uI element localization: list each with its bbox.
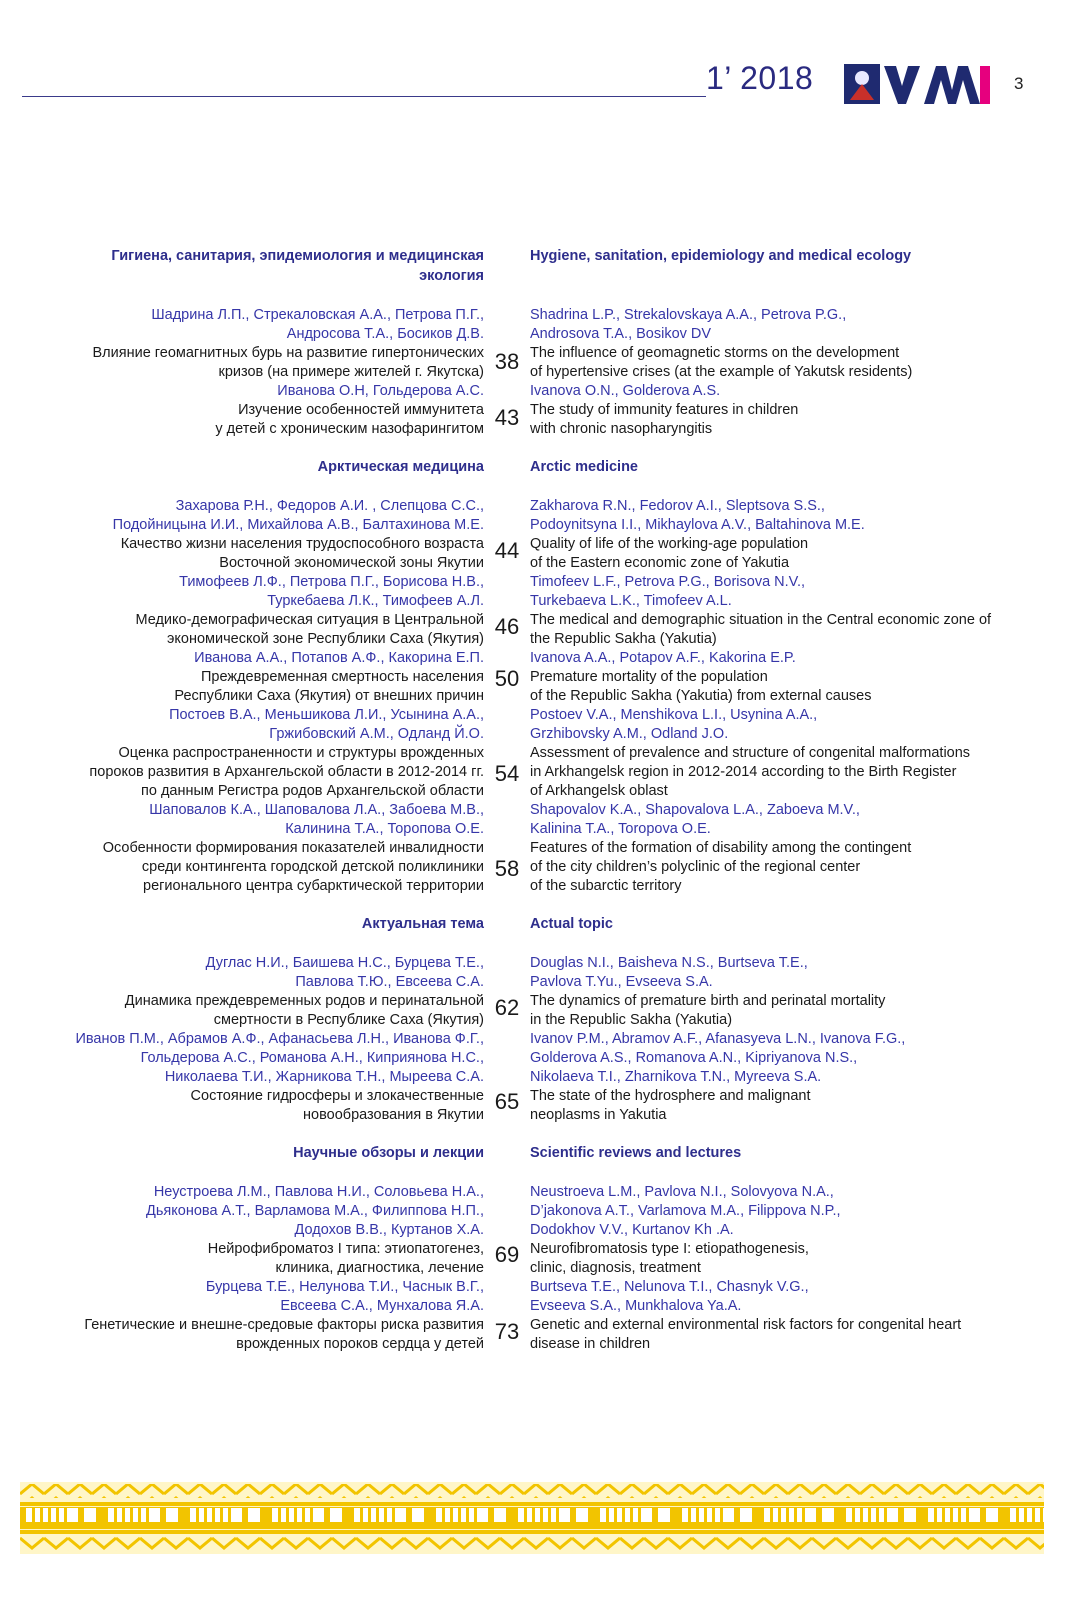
article-title-ru: Качество жизни населения трудоспособного возраста Восточной экономической зоны Якутии	[120, 536, 484, 571]
issue-number: 1’ 2018	[706, 60, 814, 96]
toc-entry	[0, 382, 1089, 439]
article-title-ru: Состояние гидросферы и злокачественные новообразования в Якутии	[190, 1088, 484, 1123]
page-ref: 62	[494, 995, 520, 1020]
section-heading	[0, 1143, 1089, 1183]
authors-ru: Неустроева Л.М., Павлова Н.И., Соловьева Н.А., Дьяконова А.Т., Варламова М.А., Филиппова Н.П., Додохов В.В., Куртанов Х.А.	[146, 1184, 484, 1238]
authors-en: Postoev V.A., Menshikova L.I., Usynina A.A., Grzhibovsky A.M., Odland J.O.	[530, 707, 818, 742]
toc-entry	[0, 954, 1089, 1030]
authors-ru: Шаповалов К.А., Шаповалова Л.А., Забоева М.В., Калинина Т.А., Торопова О.Е.	[149, 802, 484, 837]
authors-ru: Иванов П.М., Абрамов А.Ф., Афанасьева Л.Н., Иванова Ф.Г., Гольдерова А.С., Романова А.Н., Киприянова Н.С., Николаева Т.И., Жарникова Т.Н., Мыреева С.А.	[75, 1031, 484, 1085]
authors-ru: Дуглас Н.И., Баишева Н.С., Бурцева Т.Е., Павлова Т.Ю., Евсеева С.А.	[205, 955, 484, 990]
article-title-ru: Изучение особенностей иммунитета у детей с хроническим назофарингитом	[215, 402, 484, 437]
section-heading	[0, 914, 1089, 954]
page-ref: 65	[494, 1089, 520, 1114]
toc-entry	[0, 1183, 1089, 1278]
article-title-ru: Медико-демографическая ситуация в Центральной экономической зоне Республики Саха (Якутия)	[135, 612, 484, 647]
page-number: 3	[1014, 74, 1024, 93]
section-title-ru: Гигиена, санитария, эпидемиология и медицинская экология	[111, 248, 484, 284]
article-title-en: The state of the hydrosphere and malignant neoplasms in Yakutia	[530, 1088, 811, 1123]
page-ref: 44	[494, 538, 520, 563]
authors-en: Shadrina L.P., Strekalovskaya A.A., Petrova P.G., Androsova T.A., Bosikov DV	[530, 307, 847, 342]
authors-ru: Иванова О.Н, Гольдерова А.С.	[277, 383, 484, 399]
article-title-en: Genetic and external environmental risk factors for congenital heart disease in children	[530, 1317, 962, 1352]
section-title-en: Scientific reviews and lectures	[530, 1145, 742, 1161]
article-title-en: Quality of life of the working-age population of the Eastern economic zone of Yakutia	[530, 536, 809, 571]
authors-en: Neustroeva L.M., Pavlova N.I., Solovyova N.A., D’jakonova A.T., Varlamova M.A., Filippova N.P., Dodokhov V.V., Kurtanov Kh .A.	[530, 1184, 841, 1238]
section-title-ru: Арктическая медицина	[317, 459, 484, 475]
section-hygiene	[0, 246, 1089, 439]
section-title-en: Actual topic	[530, 916, 613, 932]
section-arctic	[0, 457, 1089, 896]
section-title-ru: Актуальная тема	[361, 916, 484, 932]
toc-entry	[0, 706, 1089, 801]
authors-ru: Тимофеев Л.Ф., Петрова П.Г., Борисова Н.В., Туркебаева Л.К., Тимофеев А.Л.	[179, 574, 484, 609]
section-actual-topic	[0, 914, 1089, 1125]
article-title-en: Features of the formation of disability among the contingent of the city children’s polyclinic of the regional center of the subarctic territory	[530, 840, 912, 894]
page-ref: 46	[494, 614, 520, 639]
authors-ru: Захарова Р.Н., Федоров А.И. , Слепцова С.С., Подойницына И.И., Михайлова А.В., Балтахинова М.Е.	[112, 498, 484, 533]
authors-en: Ivanova O.N., Golderova A.S.	[530, 383, 721, 399]
authors-en: Shapovalov K.A., Shapovalova L.A., Zaboeva M.V., Kalinina T.A., Toropova O.E.	[530, 802, 860, 837]
article-title-ru: Преждевременная смертность населения Республики Саха (Якутия) от внешних причин	[174, 669, 484, 704]
section-title-en: Arctic medicine	[530, 459, 638, 475]
authors-en: Zakharova R.N., Fedorov A.I., Sleptsova S.S., Podoynitsyna I.I., Mikhaylova A.V., Baltahinova M.E.	[530, 498, 865, 533]
page-ref: 69	[494, 1242, 520, 1267]
authors-ru: Постоев В.А., Меньшикова Л.И., Усынина А.А., Гржибовский А.М., Одланд Й.О.	[169, 707, 484, 742]
article-title-en: Premature mortality of the population of the Republic Sakha (Yakutia) from external causes	[530, 669, 872, 704]
authors-en: Ivanova A.A., Potapov A.F., Kakorina E.P.	[530, 650, 796, 666]
section-heading	[0, 457, 1089, 497]
toc-entry	[0, 1278, 1089, 1354]
article-title-en: The medical and demographic situation in the Central economic zone of the Republic Sakha (Yakutia)	[530, 612, 992, 647]
authors-ru: Бурцева Т.Е., Нелунова Т.И., Часнык В.Г., Евсеева С.А., Мунхалова Я.А.	[205, 1279, 484, 1314]
authors-ru: Иванова А.А., Потапов А.Ф., Какорина Е.П.	[194, 650, 484, 666]
page-ref: 73	[494, 1319, 520, 1344]
article-title-ru: Нейрофиброматоз I типа: этиопатогенез, клиника, диагностика, лечение	[207, 1241, 484, 1276]
article-title-en: The study of immunity features in children with chronic nasopharyngitis	[530, 402, 799, 437]
journal-logo	[844, 62, 992, 106]
article-title-en: The influence of geomagnetic storms on the development of hypertensive crises (at the example of Yakutsk residents)	[530, 345, 913, 380]
article-title-ru: Особенности формирования показателей инвалидности среди контингента городской детской поликлиники регионального центра субарктической территории	[102, 840, 484, 894]
authors-en: Timofeev L.F., Petrova P.G., Borisova N.V., Turkebaeva L.K., Timofeev A.L.	[530, 574, 806, 609]
decorative-ornament-border	[20, 1482, 1044, 1554]
header-rule	[22, 96, 706, 97]
article-title-en: Neurofibromatosis type I: etiopathogenesis, clinic, diagnosis, treatment	[530, 1241, 809, 1276]
authors-en: Ivanov P.M., Abramov A.F., Afanasyeva L.N., Ivanova F.G., Golderova A.S., Romanova A.N., Kipriyanova N.S., Nikolaeva T.I., Zharnikova T.N., Myreeva S.A.	[530, 1031, 906, 1085]
section-reviews	[0, 1143, 1089, 1354]
toc-entry	[0, 1030, 1089, 1125]
article-title-ru: Генетические и внешне-средовые факторы риска развития врожденных пороков сердца у детей	[84, 1317, 484, 1352]
article-title-ru: Влияние геомагнитных бурь на развитие гипертонических кризов (на примере жителей г. Якутска)	[92, 345, 484, 380]
toc-entry	[0, 573, 1089, 649]
toc-entry	[0, 801, 1089, 896]
authors-en: Douglas N.I., Baisheva N.S., Burtseva T.E., Pavlova T.Yu., Evseeva S.A.	[530, 955, 808, 990]
article-title-ru: Оценка распространенности и структуры врожденных пороков развития в Архангельской области в 2012-2014 гг. по данным Регистра родов Архангельской области	[89, 745, 484, 799]
section-title-ru: Научные обзоры и лекции	[293, 1145, 484, 1161]
page-ref: 38	[494, 349, 520, 374]
page-ref: 58	[494, 856, 520, 881]
toc-entry	[0, 306, 1089, 382]
toc-entry	[0, 649, 1089, 706]
article-title-en: The dynamics of premature birth and perinatal mortality in the Republic Sakha (Yakutia)	[530, 993, 886, 1028]
toc-entry	[0, 497, 1089, 573]
section-heading	[0, 246, 1089, 306]
section-title-en: Hygiene, sanitation, epidemiology and medical ecology	[530, 248, 912, 264]
page-ref: 54	[494, 761, 520, 786]
page-ref: 50	[494, 666, 520, 691]
authors-en: Burtseva T.E., Nelunova T.I., Chasnyk V.G., Evseeva S.A., Munkhalova Ya.A.	[530, 1279, 809, 1314]
authors-ru: Шадрина Л.П., Стрекаловская А.А., Петрова П.Г., Андросова Т.А., Босиков Д.В.	[151, 307, 484, 342]
article-title-en: Assessment of prevalence and structure of congenital malformations in Arkhangelsk region in 2012-2014 according to the Birth Register of Arkhangelsk oblast	[530, 745, 971, 799]
table-of-contents	[0, 246, 1089, 1354]
page-ref: 43	[494, 405, 520, 430]
article-title-ru: Динамика преждевременных родов и перинатальной смертности в Республике Саха (Якутия)	[124, 993, 484, 1028]
